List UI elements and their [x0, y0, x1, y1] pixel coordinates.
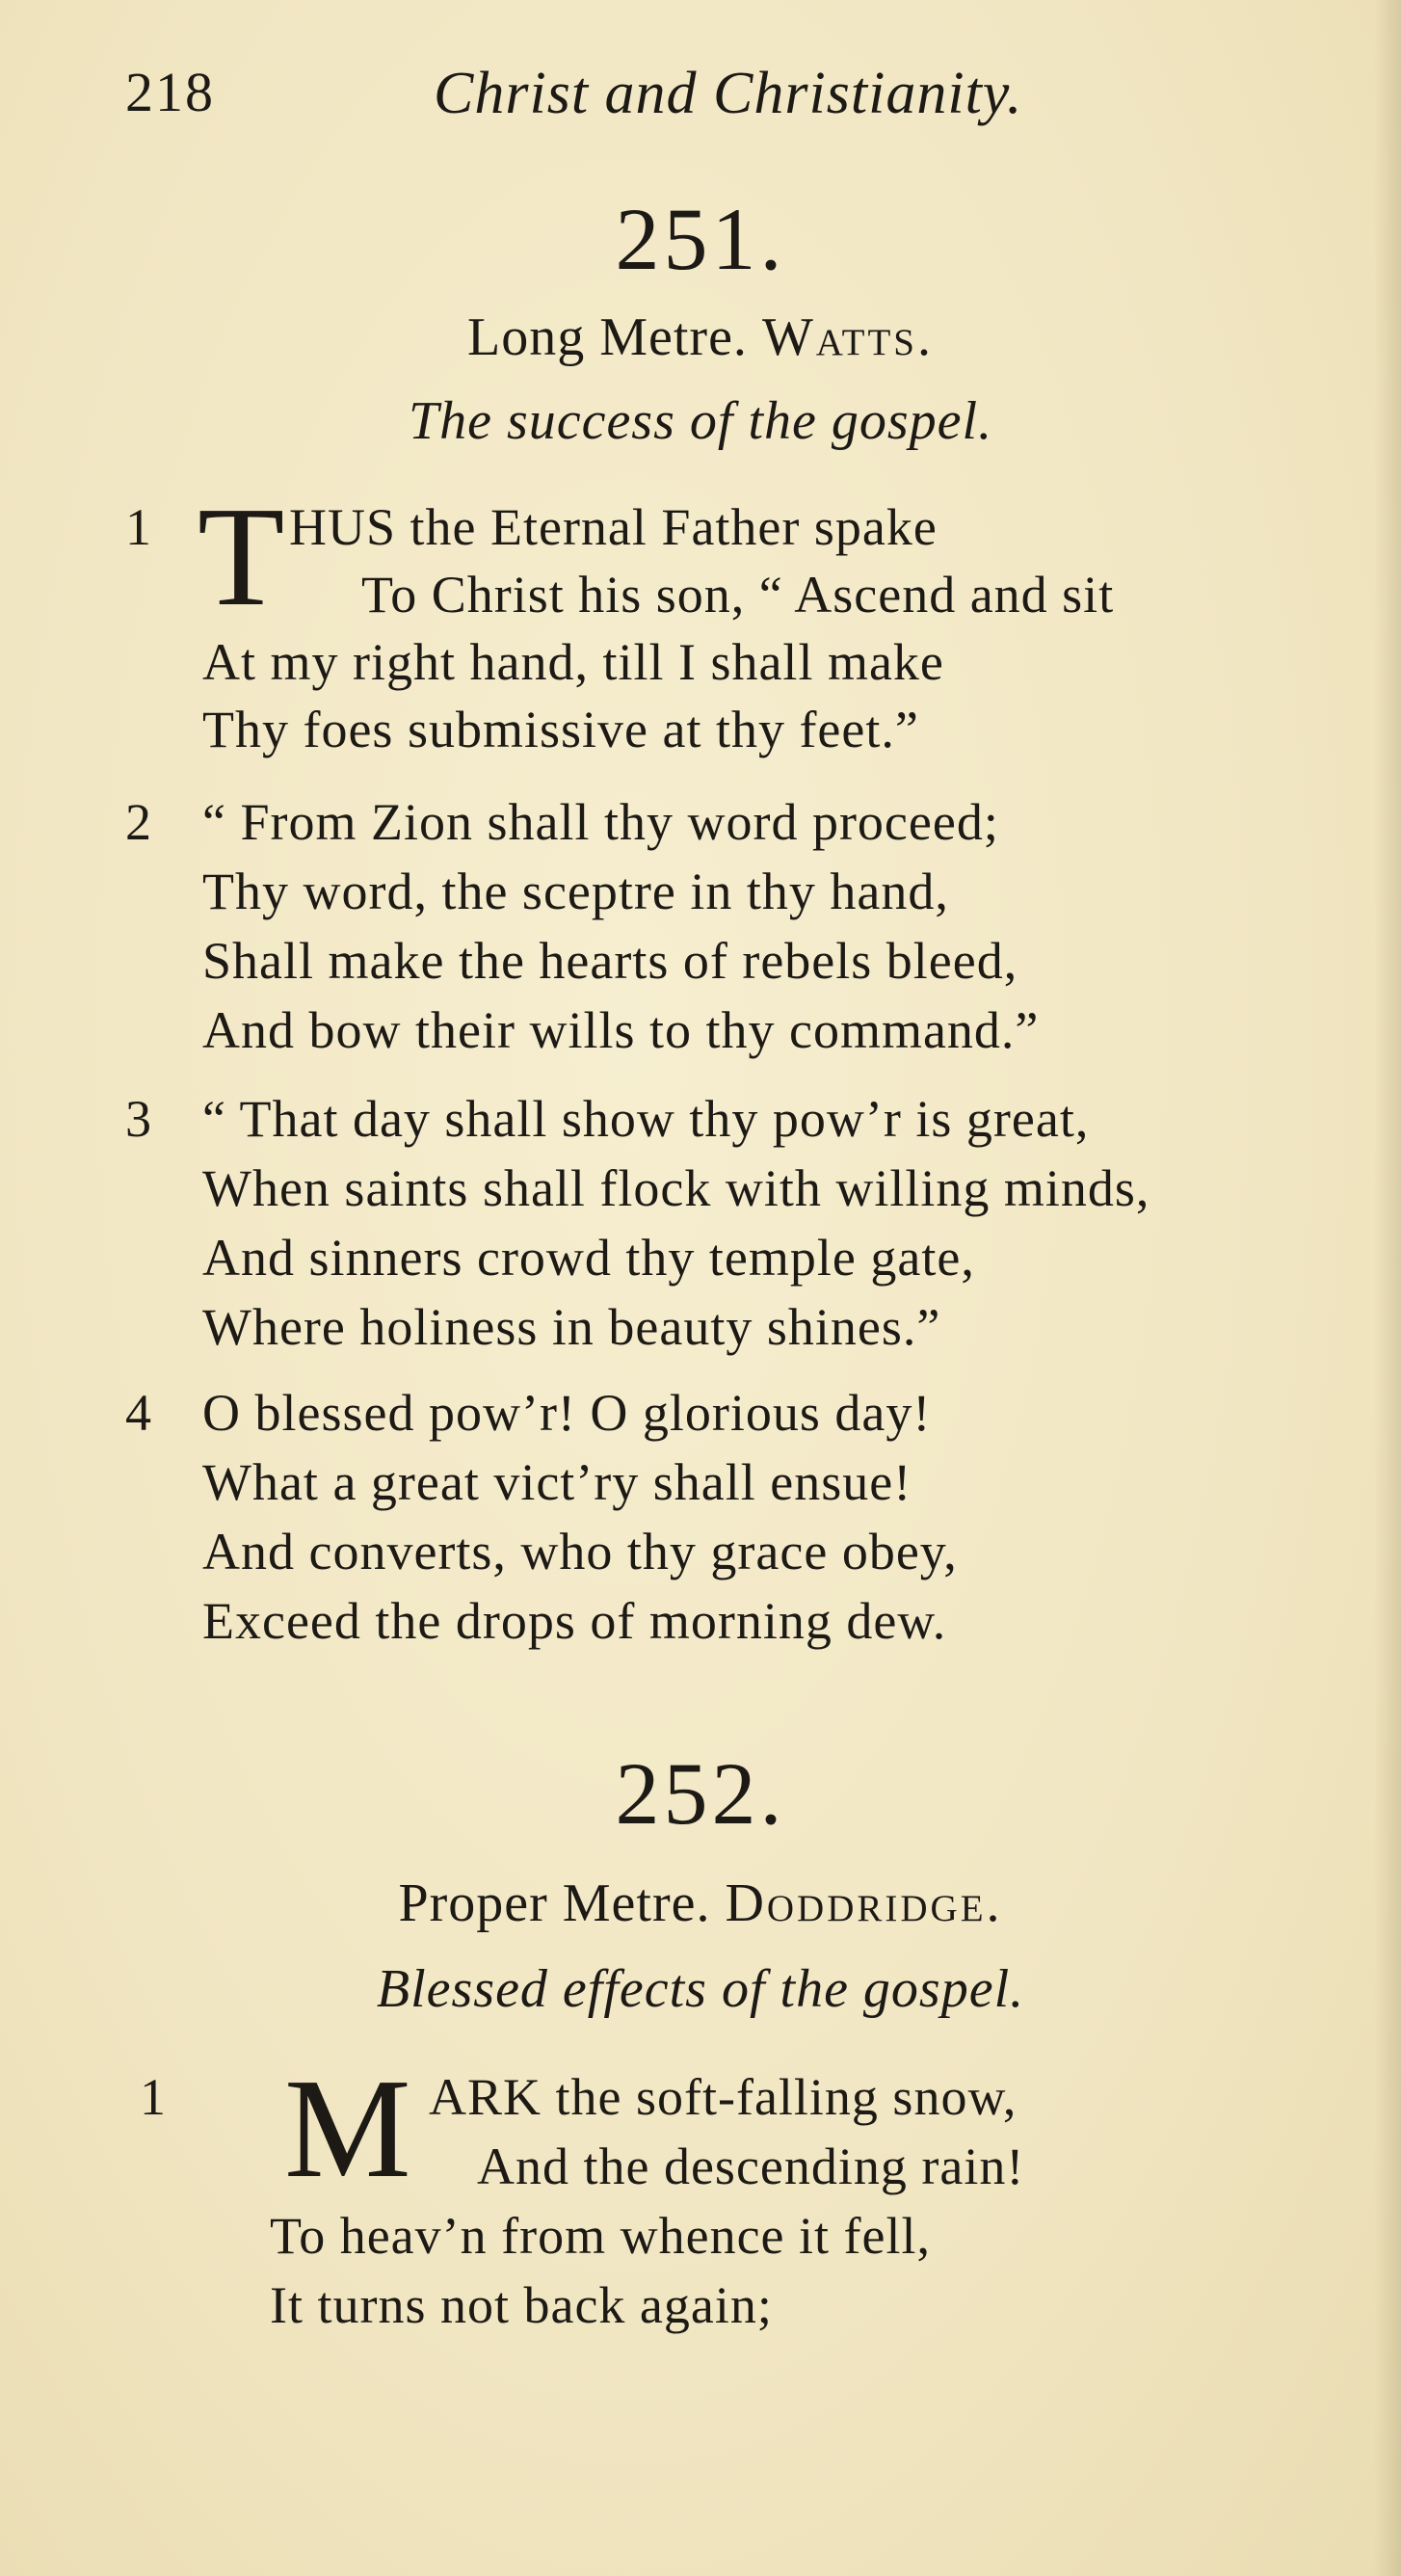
stanza-line: It turns not back again;: [270, 2276, 773, 2334]
drop-cap: T: [198, 478, 285, 636]
stanza-line: HUS the Eternal Father spake: [289, 498, 938, 556]
stanza-line: “ From Zion shall thy word proceed;: [202, 793, 999, 851]
stanza-line: At my right hand, till I shall make: [202, 633, 944, 691]
stanza-line: To Christ his son, “ Ascend and sit: [361, 566, 1115, 624]
hymn-251-subject: The success of the gospel.: [408, 391, 993, 451]
hymn-251-meta: [0, 306, 1401, 368]
stanza-line: ARK the soft-falling snow,: [429, 2068, 1018, 2126]
page-edge-shadow: [1374, 0, 1401, 2576]
stanza-number: 2: [125, 793, 151, 851]
page-number: 218: [125, 61, 215, 123]
hymn-252-meta: [0, 1872, 1401, 1934]
stanza-line: And sinners crowd thy temple gate,: [202, 1229, 975, 1287]
stanza-line: Shall make the hearts of rebels bleed,: [202, 932, 1018, 990]
stanza-number: 4: [125, 1384, 151, 1442]
stanza-line: “ That day shall show thy pow’r is great,: [202, 1090, 1090, 1148]
stanza-line: Thy foes submissive at thy feet.”: [202, 701, 919, 758]
stanza-line: O blessed pow’r! O glorious day!: [202, 1384, 932, 1442]
hymn-251-author: Watts.: [761, 307, 934, 367]
hymn-252-metre: Proper Metre.: [398, 1873, 711, 1933]
stanza-number: 1: [125, 498, 151, 556]
stanza-line: Thy word, the sceptre in thy hand,: [202, 863, 949, 920]
hymn-251-metre: Long Metre.: [467, 307, 748, 367]
stanza-number: 3: [125, 1090, 151, 1148]
stanza-line: And converts, who thy grace obey,: [202, 1523, 958, 1580]
hymn-252-subject: Blessed effects of the gospel.: [376, 1959, 1025, 2019]
hymn-252-author: Doddridge.: [725, 1873, 1003, 1933]
stanza-line: And the descending rain!: [477, 2138, 1025, 2195]
stanza-line: And bow their wills to thy command.”: [202, 1001, 1040, 1059]
page-header: [125, 60, 1147, 137]
stanza-number: 1: [140, 2068, 166, 2126]
hymn-252-number: 252.: [615, 1744, 786, 1843]
drop-cap: M: [284, 2050, 411, 2208]
stanza-line: When saints shall flock with willing minds,: [202, 1159, 1150, 1217]
hymn-251-number: 251.: [615, 190, 786, 288]
running-title: Christ and Christianity.: [434, 61, 1023, 126]
stanza-line: What a great vict’ry shall ensue!: [202, 1453, 912, 1511]
stanza-line: Exceed the drops of morning dew.: [202, 1592, 947, 1650]
stanza-line: Where holiness in beauty shines.”: [202, 1298, 941, 1356]
stanza-line: To heav’n from whence it fell,: [270, 2207, 931, 2265]
